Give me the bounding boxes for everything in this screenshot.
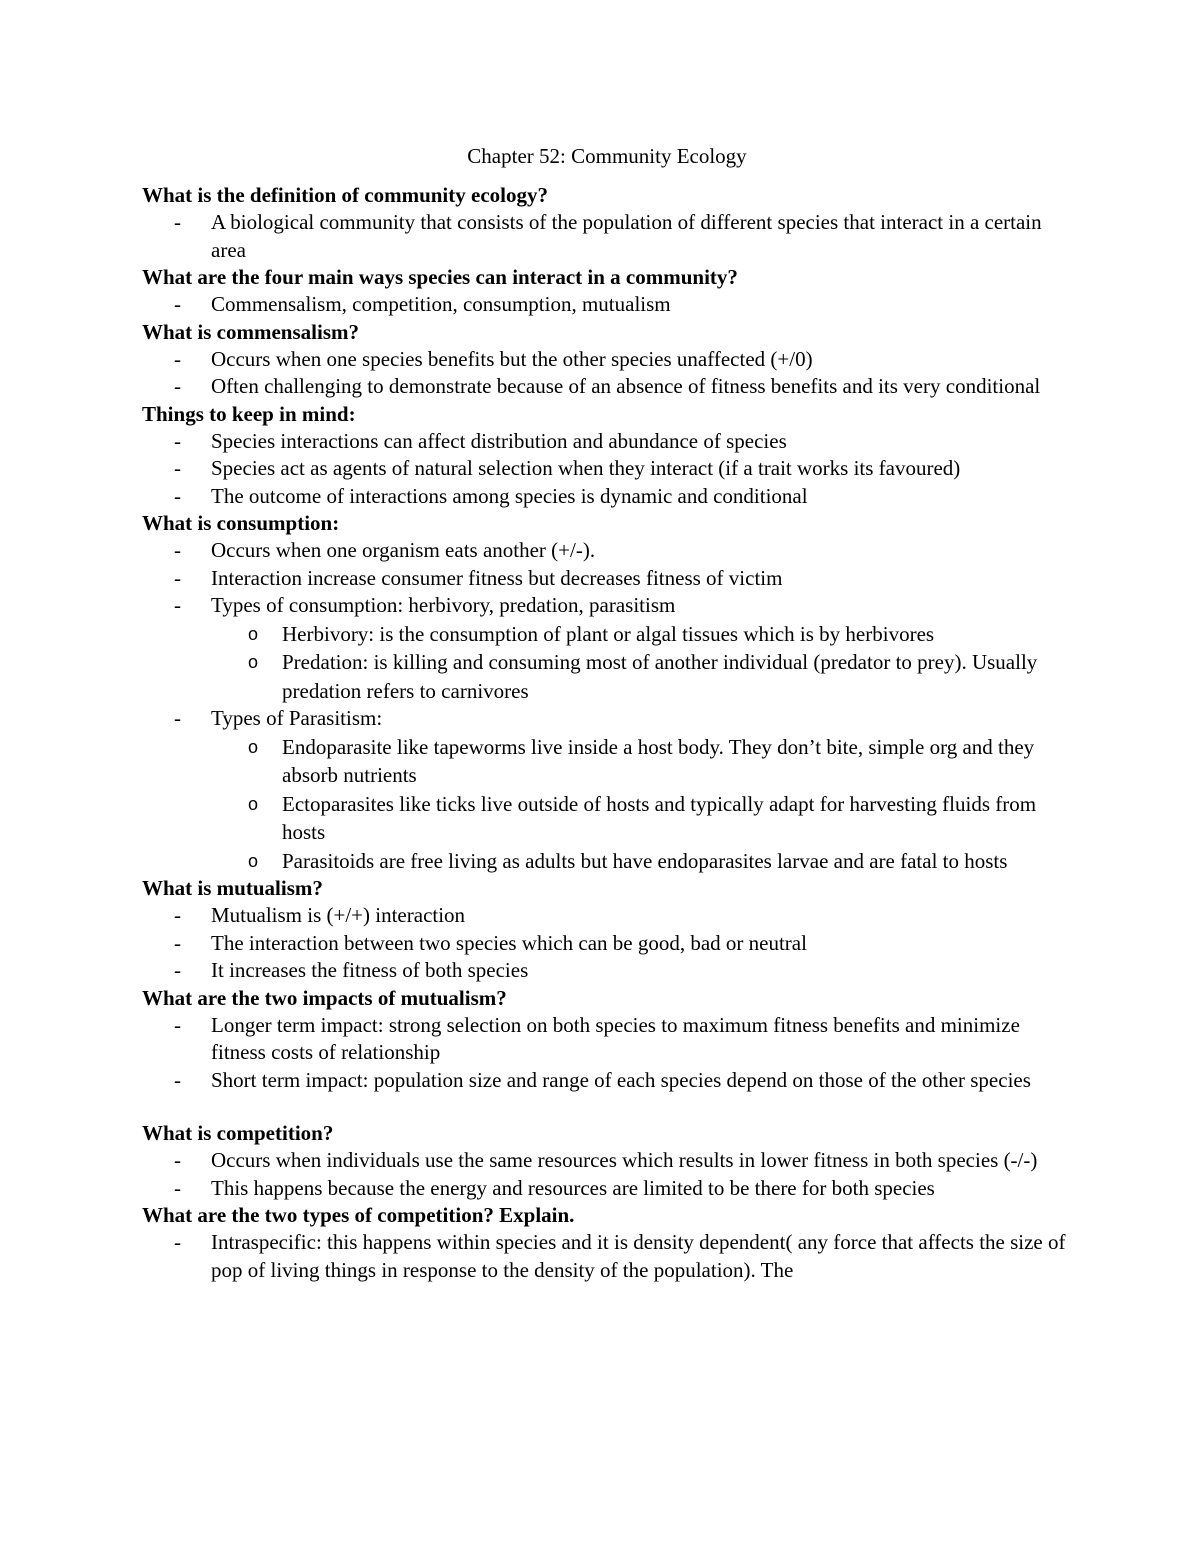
bullet-text: Interaction increase consumer fitness but decreases fitness of victim <box>211 565 783 590</box>
bullet-item <box>142 455 1072 483</box>
dash-bullet-marker: - <box>174 1148 181 1172</box>
bullet-text: Types of Parasitism: <box>211 706 383 730</box>
question-heading: What is the definition of community ecology? <box>142 183 548 207</box>
question-heading: What is consumption: <box>142 511 340 535</box>
sub-bullet-item <box>142 620 1072 649</box>
bullet-text: Occurs when one species benefits but the other species unaffected (+/0) <box>211 346 813 371</box>
bullet-item <box>142 537 1072 565</box>
bullet-text: Occurs when individuals use the same resources which results in lower fitness in both species (-/-) <box>211 1148 1038 1172</box>
dash-bullet-marker: - <box>174 346 181 371</box>
dash-bullet-marker: - <box>174 374 181 398</box>
bullet-text: Often challenging to demonstrate because of an absence of fitness benefits and its very conditional <box>211 374 1041 398</box>
bullet-text: Species act as agents of natural selection when they interact (if a trait works its favoured) <box>211 456 961 480</box>
sub-bullet-item <box>142 648 1072 705</box>
bullet-item <box>142 483 1072 511</box>
question-heading: What is mutualism? <box>142 876 323 900</box>
bullet-item <box>142 1067 1072 1095</box>
question-heading: Things to keep in mind: <box>142 401 356 426</box>
dash-bullet-marker: - <box>174 706 181 730</box>
bullet-item <box>142 428 1072 456</box>
bullet-item <box>142 1147 1072 1175</box>
dash-bullet-marker: - <box>174 456 181 480</box>
circle-bullet-marker: o <box>248 793 259 814</box>
bullet-text: Occurs when one organism eats another (+/-). <box>211 538 596 562</box>
dash-bullet-marker: - <box>174 210 181 234</box>
bullet-item <box>142 1012 1072 1067</box>
bullet-item <box>142 346 1072 374</box>
bullet-text: The interaction between two species which can be good, bad or neutral <box>211 930 807 955</box>
bullet-item <box>142 1229 1072 1284</box>
dash-bullet-marker: - <box>174 930 181 955</box>
sub-bullet-item <box>142 847 1072 876</box>
bullet-text: Species interactions can affect distribution and abundance of species <box>211 428 787 453</box>
sub-bullet-text: Parasitoids are free living as adults but have endoparasites larvae and are fatal to hosts <box>282 848 1008 873</box>
bullet-item <box>142 930 1072 958</box>
bullet-item <box>142 565 1072 593</box>
dash-bullet-marker: - <box>174 1067 181 1092</box>
document-page <box>142 140 1072 1284</box>
dash-bullet-marker: - <box>174 565 181 590</box>
dash-bullet-marker: - <box>174 538 181 562</box>
circle-bullet-marker: o <box>248 850 259 871</box>
sub-bullet-text: Herbivory: is the consumption of plant or algal tissues which is by herbivores <box>282 621 935 646</box>
circle-bullet-marker: o <box>248 623 259 644</box>
question-heading: What is commensalism? <box>142 319 359 344</box>
dash-bullet-marker: - <box>174 1012 181 1037</box>
bullet-text: Short term impact: population size and range of each species depend on those of the other species <box>211 1067 1031 1092</box>
question-heading: What are the two impacts of mutualism? <box>142 985 507 1010</box>
dash-bullet-marker: - <box>174 483 181 508</box>
bullet-item <box>142 705 1072 733</box>
blank-line <box>142 1094 1072 1120</box>
bullet-item <box>142 957 1072 985</box>
bullet-item <box>142 592 1072 620</box>
bullet-text: Longer term impact: strong selection on both species to maximum fitness benefits and minimize fitness costs of relationship <box>211 1012 1020 1064</box>
sub-bullet-item <box>142 733 1072 790</box>
dash-bullet-marker: - <box>174 593 181 617</box>
circle-bullet-marker: o <box>248 652 259 672</box>
bullet-item <box>142 1175 1072 1203</box>
bullet-item <box>142 373 1072 401</box>
sub-bullet-text: Endoparasite like tapeworms live inside a host body. They don’t bite, simple org and they absorb nutrients <box>282 734 1035 787</box>
question-heading: What are the two types of competition? Explain. <box>142 1203 575 1227</box>
dash-bullet-marker: - <box>174 958 181 982</box>
bullet-text: Types of consumption: herbivory, predation, parasitism <box>211 593 676 617</box>
dash-bullet-marker: - <box>174 428 181 453</box>
document-title: Chapter 52: Community Ecology <box>467 144 747 168</box>
document-body <box>142 182 1072 1284</box>
bullet-text: This happens because the energy and resources are limited to be there for both species <box>211 1175 935 1200</box>
bullet-text: It increases the fitness of both species <box>211 958 529 982</box>
sub-bullet-item <box>142 790 1072 847</box>
question-heading: What is competition? <box>142 1121 334 1145</box>
bullet-item <box>142 209 1072 264</box>
dash-bullet-marker: - <box>174 292 181 316</box>
bullet-text: Commensalism, competition, consumption, mutualism <box>211 292 671 316</box>
circle-bullet-marker: o <box>248 736 259 757</box>
bullet-item <box>142 291 1072 319</box>
sub-bullet-text: Predation: is killing and consuming most of another individual (predator to prey). Usually predation refers to carnivores <box>282 650 1038 703</box>
bullet-text: Intraspecific: this happens within species and it is density dependent( any force that affects the size of pop of living things in response to the density of the population). The <box>211 1230 1066 1282</box>
dash-bullet-marker: - <box>174 903 181 927</box>
question-heading: What are the four main ways species can interact in a community? <box>142 265 738 289</box>
bullet-text: The outcome of interactions among species is dynamic and conditional <box>211 483 808 508</box>
dash-bullet-marker: - <box>174 1230 181 1254</box>
sub-bullet-text: Ectoparasites like ticks live outside of hosts and typically adapt for harvesting fluids from hosts <box>282 791 1037 844</box>
dash-bullet-marker: - <box>174 1175 181 1200</box>
bullet-item <box>142 902 1072 930</box>
bullet-text: Mutualism is (+/+) interaction <box>211 903 466 927</box>
bullet-text: A biological community that consists of the population of different species that interact in a certain area <box>211 210 1042 262</box>
